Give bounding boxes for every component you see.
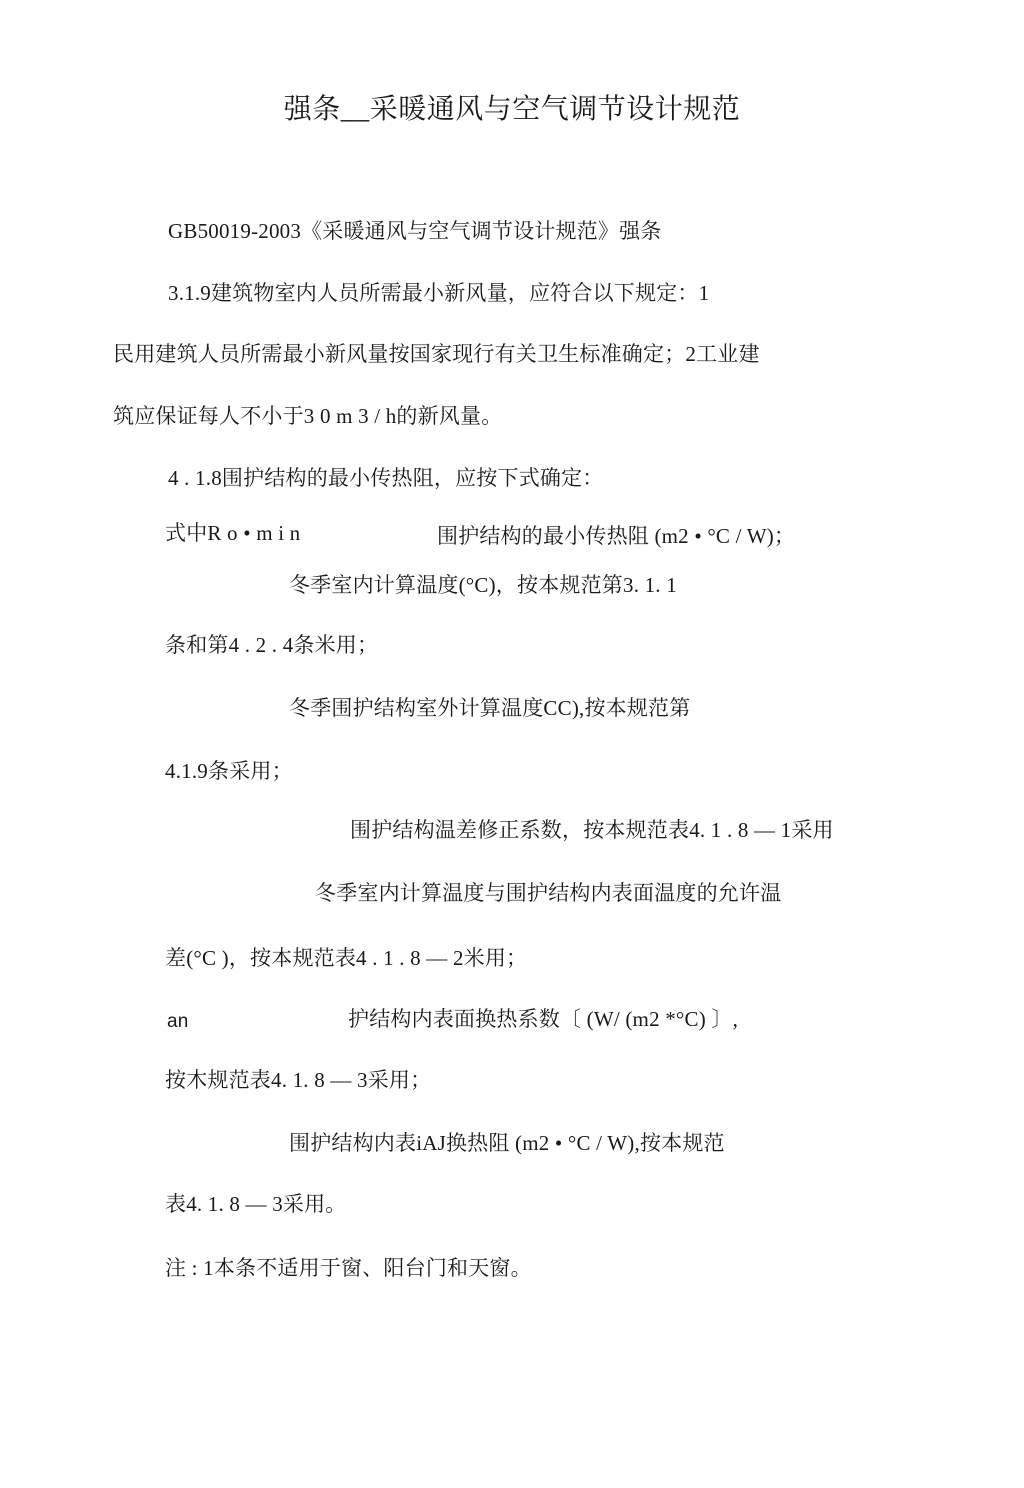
definition-a: 围护结构温差修正系数，按本规范表4. 1 . 8 — 1采用: [350, 818, 834, 842]
definition-an-line-1: 护结构内表面换热系数〔 (W/ (m2 *°C) 〕,: [348, 1007, 739, 1031]
clause-3-1-9-line-3: 筑应保证每人不小于3 0 m 3 / h的新风量。: [113, 404, 503, 428]
definition-ro-min: 围护结构的最小传热阻 (m2 • °C / W)；: [437, 524, 796, 548]
definition-tn-line-1: 冬季室内计算温度(°C)，按本规范第3. 1. 1: [289, 573, 677, 597]
clause-note: 注 : 1本条不适用于窗、阳台门和天窗。: [165, 1256, 532, 1280]
definition-tw-line-1: 冬季围护结构室外计算温度CC),按本规范第: [289, 696, 691, 720]
definition-rn-line-1: 围护结构内表iAJ换热阻 (m2 • °C / W),按本规范: [289, 1131, 725, 1155]
definition-dt-line-1: 冬季室内计算温度与围护结构内表面温度的允许温: [315, 881, 782, 905]
definition-tn-line-2: 条和第4 . 2 . 4条米用；: [165, 633, 379, 657]
symbol-ro-min: 式中R o • m i n: [165, 521, 301, 545]
clause-3-1-9-line-2: 民用建筑人员所需最小新风量按国家现行有关卫生标准确定；2工业建: [113, 342, 760, 366]
symbol-an: an: [167, 1011, 189, 1032]
document-title: 强条__采暖通风与空气调节设计规范: [283, 94, 741, 125]
definition-tw-line-2: 4.1.9条采用；: [165, 759, 293, 783]
definition-rn-line-2: 表4. 1. 8 — 3采用。: [165, 1192, 347, 1216]
clause-3-1-9-line-1: 3.1.9建筑物室内人员所需最小新风量，应符合以下规定：1: [168, 281, 710, 305]
definition-an-line-2: 按木规范表4. 1. 8 — 3采用；: [165, 1068, 432, 1092]
clause-4-1-8-intro: 4 . 1.8围护结构的最小传热阻，应按下式确定：: [168, 466, 604, 490]
definition-dt-line-2: 差(°C )，按本规范表4 . 1 . 8 — 2米用；: [165, 946, 528, 970]
standard-heading: GB50019-2003《采暖通风与空气调节设计规范》强条: [168, 219, 662, 243]
